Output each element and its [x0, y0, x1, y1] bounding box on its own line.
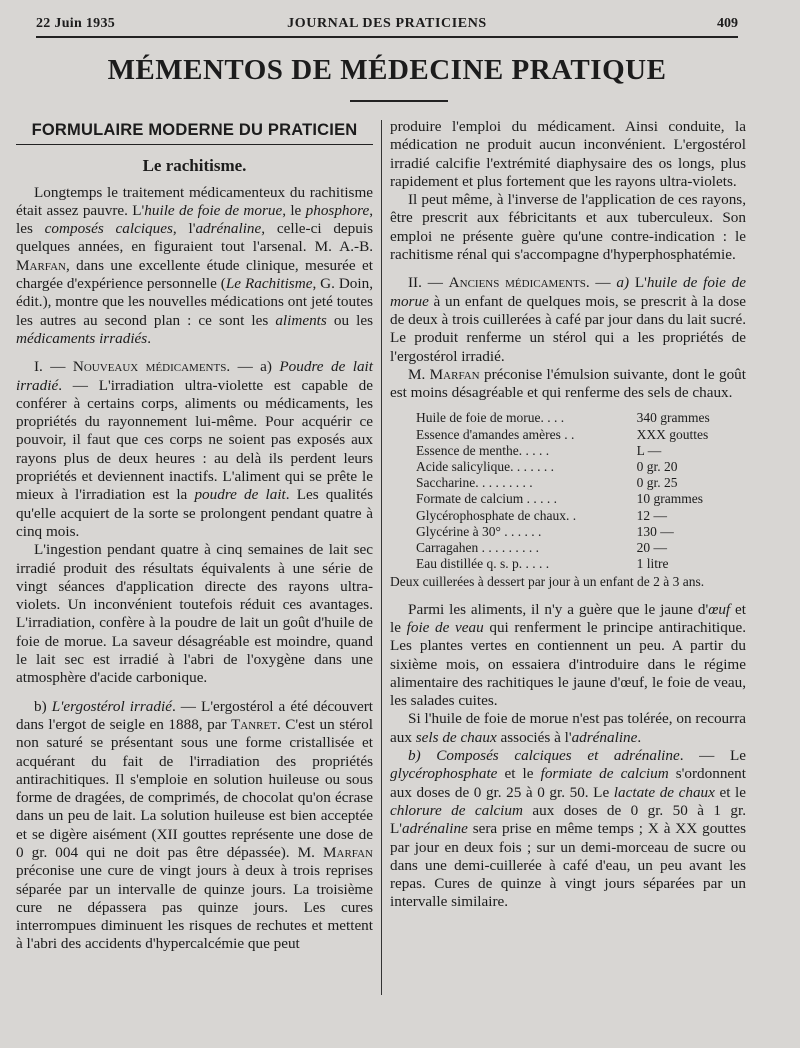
- right-column: [390, 118, 746, 912]
- formula-note: Deux cuillerées à dessert par jour à un enfant de 2 à 3 ans.: [390, 574, 705, 590]
- formula-quantity: XXX gouttes: [636, 426, 709, 442]
- paragraph: M. Marfan préconise l'émulsion suivante, dont le goût est moins désagréable et qui renferme des sels de chaux.: [390, 365, 746, 402]
- formula-row: [416, 427, 746, 443]
- header-date: 22 Juin 1935: [36, 16, 116, 31]
- formula-row: [416, 491, 746, 507]
- paragraph: I. — Nouveaux médicaments. — a) Poudre de lait irradié. — L'irradiation ultra-violette est capable de conférer à certains corps, aliments ou médicaments, les propriétés du rayonnement lui-même. Pour acquérir ce pouvoir, il faut que ces corps ne soient pas exposés aux rayons plus de deux heures : au delà ils perdent leurs propriétés et deviennent inactifs. L'aliment qui se prête le mieux à l'irradiation est la poudre de lait. Les qualités qu'elle acquiert de la sorte se prolongent pendant quatre à cinq mois.: [16, 358, 374, 540]
- paragraph: b) L'ergostérol irradié. — L'ergostérol a été découvert dans l'ergot de seigle en 1888, par Tanret. C'est un stérol non saturé se présentant sous une forme cristallisée et acquérant du fait de l'irradiation des propriétés antirachitiques. Il s'emploie en solution huileuse ou sous forme de dragées, de comprimés, de chocolat qu'on écrase dans un peu de lait. La solution huileuse est bien acceptée et se digère aisément (XII gouttes représente une dose de 0 gr. 004 qui ne doit pas être dépassée). M. Marfan préconise une cure de vingt jours à deux à trois reprises séparée par un intervalle de quinze jours. La troisième cure ne dépassera pas quinze jours. Les cures interrompues diminuent les risques de rechutes et mettent à l'abri des accidents d'hypercalcémie que peut: [16, 697, 373, 953]
- formula-ingredient: Glycérine à 30° . . . . . .: [416, 523, 542, 539]
- formula-row: [416, 508, 746, 524]
- formula-quantity: L —: [636, 442, 662, 458]
- title-rule: [350, 100, 448, 102]
- header-journal: JOURNAL DES PRATICIENS: [287, 16, 487, 31]
- formula-quantity: 0 gr. 20: [636, 459, 678, 475]
- formula-quantity: 10 grammes: [636, 491, 704, 507]
- formula-row: [416, 459, 746, 475]
- left-column: [16, 118, 373, 954]
- main-title: MÉMENTOS DE MÉDECINE PRATIQUE: [107, 54, 667, 86]
- formula-ingredient: Glycérophosphate de chaux. .: [416, 507, 577, 523]
- formula-row: [416, 410, 746, 426]
- header-page-number: 409: [717, 16, 738, 31]
- paragraph: Longtemps le traitement médicamenteux du rachitisme était assez pauvre. L'huile de foie de morue, le phosphore, les composés calciques, l'adrénaline, celle-ci depuis quelques années, en figuraient tout l'arsenal. M. A.-B. Marfan, dans une excellente étude clinique, mesurée et chargée d'expérience personnelle (Le Rachitisme, G. Doin, édit.), montre que les nouvelles médications ont jeté toutes les autres au second plan : ce sont les aliments ou les médicaments irradiés.: [16, 183, 374, 347]
- formula-quantity: 1 litre: [636, 556, 669, 572]
- paragraph-continued: produire l'emploi du médicament. Ainsi conduite, la médication ne produit aucun inconvénient. L'ergostérol irradié calcifie l'extrémité diaphysaire des os longs, plus rapidement et plus fortement que les rayons ultra-violets.: [390, 118, 746, 190]
- formula-row: [416, 475, 746, 491]
- paragraph: Parmi les aliments, il n'y a guère que le jaune d'œuf et le foie de veau qui renferment le principe antirachitique. Les plantes vertes en contiennent un peu. A partir du sixième mois, on essaiera d'introduire dans le régime alimentaire des rachitiques le jaune d'œuf, le foie de veau, les salades cuites.: [390, 600, 747, 710]
- formula-quantity: 0 gr. 25: [636, 475, 678, 491]
- formula-ingredient: Saccharine. . . . . . . . .: [416, 475, 533, 491]
- formula-row: [416, 443, 746, 459]
- formula-row: [416, 556, 746, 572]
- formula-quantity: 130 —: [636, 523, 674, 539]
- article-subtitle: Le rachitisme.: [142, 156, 247, 176]
- formula-row: [416, 540, 746, 556]
- paragraph: L'ingestion pendant quatre à cinq semaines de lait sec irradié produit des résultats équivalents à une série de vingt séances d'application directe des rayons ultra-violets. Un inconvénient toutefois réduit ces avantages. L'irradiation, confère à la poudre de lait un goût d'huile de foie de morue. La saveur désagréable est moindre, quand le lait sec est irradié à l'abri de l'oxygène dans une atmosphère d'acide carbonique.: [16, 541, 373, 687]
- section-title: FORMULAIRE MODERNE DU PRATICIEN: [16, 121, 373, 145]
- column-divider: [381, 120, 382, 995]
- formula-ingredient: Formate de calcium . . . . .: [416, 491, 557, 507]
- formula-ingredient: Essence de menthe. . . . .: [416, 442, 550, 458]
- paragraph: II. — Anciens médicaments. — a) L'huile de foie de morue à un enfant de quelques mois, se prescrit à la dose de deux à trois cuillerées à café par jour dans du lait sucré. Le produit renferme un stérol qui a les propriétés de l'ergostérol irradié.: [390, 274, 747, 365]
- formula-table: [416, 410, 746, 572]
- formula-row: [416, 524, 746, 540]
- formula-ingredient: Acide salicylique. . . . . . .: [416, 459, 554, 475]
- paragraph: Il peut même, à l'inverse de l'application de ces rayons, être prescrit aux fébricitants et aux tuberculeux. Son emploi ne présente guère qu'une contre-indication : le rachitisme rénal qui s'accompagne d'hyperphosphatémie.: [390, 191, 746, 264]
- formula-ingredient: Carragahen . . . . . . . . .: [416, 540, 539, 556]
- formula-quantity: 340 grammes: [636, 410, 710, 426]
- formula-quantity: 12 —: [636, 507, 668, 523]
- formula-quantity: 20 —: [636, 540, 668, 556]
- formula-ingredient: Huile de foie de morue. . . .: [416, 410, 565, 426]
- paragraph: Si l'huile de foie de morue n'est pas tolérée, on recourra aux sels de chaux associés à l'adrénaline.: [390, 710, 746, 746]
- running-header: [36, 14, 738, 38]
- paragraph: b) Composés calciques et adrénaline. — Le glycérophosphate et le formiate de calcium s'ordonnent aux doses de 0 gr. 25 à 0 gr. 50. Le lactate de chaux et le chlorure de calcium aux doses de 0 gr. 50 à 1 gr. L'adrénaline sera prise en même temps ; X à XX gouttes par jour en deux fois ; sur un demi-morceau de sucre ou dans une demi-cuillerée à café d'eau, un peu avant les repas. Cures de quinze à vingt jours séparées par un intervalle similaire.: [390, 747, 746, 911]
- formula-ingredient: Eau distillée q. s. p. . . . .: [416, 556, 550, 572]
- formula-ingredient: Essence d'amandes amères . .: [416, 426, 575, 442]
